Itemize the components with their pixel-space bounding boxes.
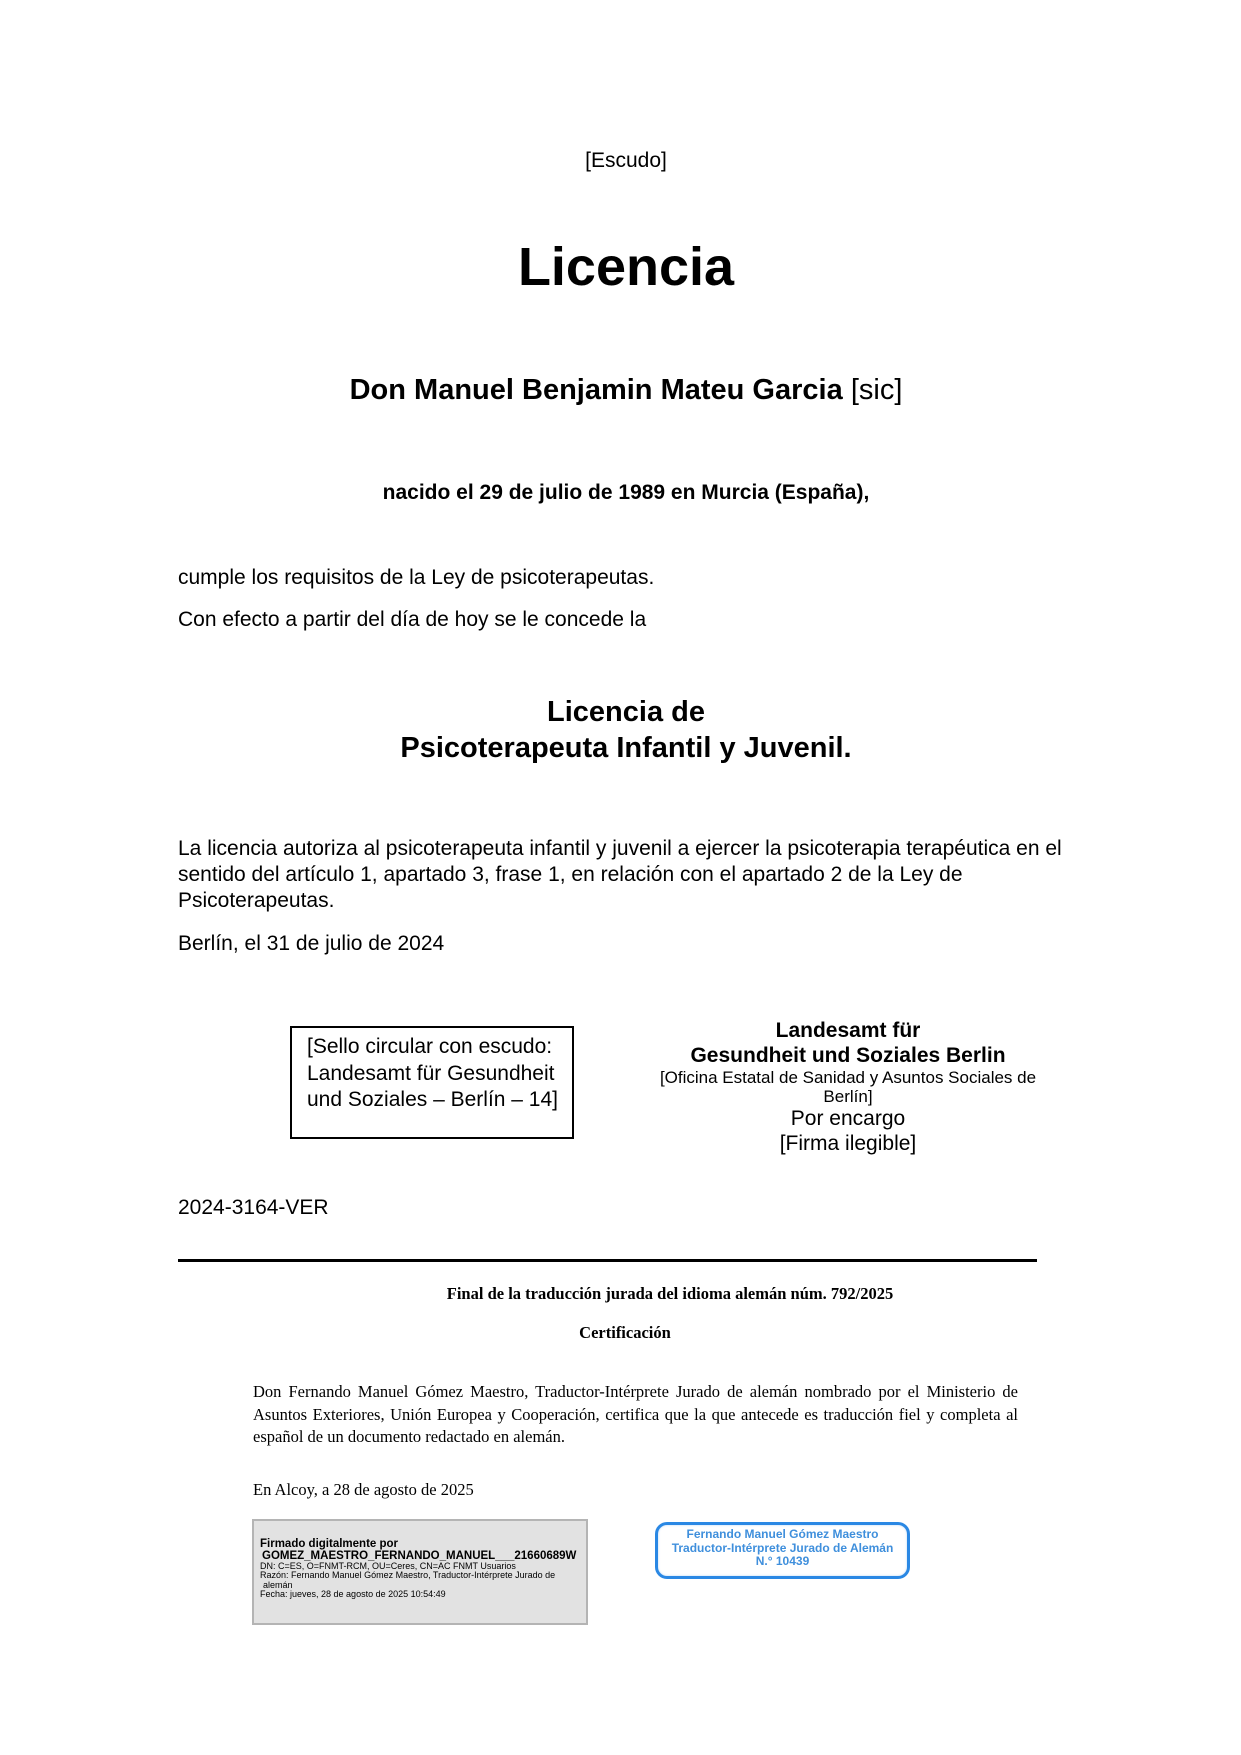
authority-name-line: Gesundheit und Soziales Berlin <box>690 1044 1006 1067</box>
sworn-translator-stamp <box>655 1522 910 1579</box>
signature-note: [Firma ilegible] <box>779 1132 917 1155</box>
paragraph-line: La licencia autoriza al psicoterapeuta infantil y juvenil a ejercer la psicoterapia terapéutica en el <box>178 837 1062 860</box>
statement-line: Don Fernando Manuel Gómez Maestro, Traductor-Intérprete Jurado de alemán nombrado por el Ministerio de <box>253 1382 1018 1401</box>
signature-dn: DN: C=ES, O=FNMT-RCM, OU=Ceres, CN=AC FNMT Usuarios <box>260 1561 516 1571</box>
signature-reason: Razón: Fernando Manuel Gómez Maestro, Traductor-Intérprete Jurado de <box>260 1570 556 1581</box>
holder-name: Don Manuel Benjamin Mateu Garcia <box>349 374 843 406</box>
requirements-statement: cumple los requisitos de la Ley de psicoterapeutas. <box>178 566 655 589</box>
reference-number: 2024-3164-VER <box>178 1196 329 1219</box>
by-order-label: Por encargo <box>790 1107 906 1130</box>
statement-line: Asuntos Exteriores, Unión Europea y Cooperación, certifica que la que antecede es traducción fiel y completa al <box>253 1404 1018 1424</box>
seal-box-line: Landesamt für Gesundheit <box>307 1061 555 1085</box>
coat-of-arms-note: [Escudo] <box>585 149 667 172</box>
seal-box-line: und Soziales – Berlín – 14] <box>307 1088 558 1111</box>
holder-name-line <box>178 373 1074 407</box>
certification-statement <box>253 1381 1018 1449</box>
grant-statement: Con efecto a partir del día de hoy se le concede la <box>178 608 647 631</box>
stamp-line: Traductor-Intérprete Jurado de Alemán <box>671 1540 894 1555</box>
seal-box-line: [Sello circular con escudo: <box>307 1035 553 1058</box>
stamp-line: Fernando Manuel Gómez Maestro <box>686 1527 879 1541</box>
certification-heading: Certificación <box>579 1323 671 1342</box>
issuing-authority-block <box>648 1018 1048 1156</box>
sic-note: [sic] <box>850 374 903 406</box>
license-type-line: Licencia de <box>547 696 705 728</box>
authority-name-line: Landesamt für <box>775 1019 921 1042</box>
paragraph-line: sentido del artículo 1, apartado 3, frase 1, en relación con el apartado 2 de la Ley de <box>178 863 963 886</box>
digital-signature-box <box>252 1519 588 1625</box>
authority-translation-line: Berlín] <box>823 1087 873 1106</box>
license-scope-paragraph <box>178 836 1062 914</box>
paragraph-line: Psicoterapeutas. <box>178 889 335 912</box>
translation-end-note: Final de la traducción jurada del idioma alemán núm. 792/2025 <box>446 1284 894 1303</box>
signature-signer: GOMEZ_MAESTRO_FERNANDO_MANUEL___21660689W <box>262 1549 577 1562</box>
document-title: Licencia <box>517 237 735 297</box>
signature-reason: alemán <box>263 1579 293 1590</box>
stamp-line: N.° 10439 <box>755 1554 810 1568</box>
seal-description-box <box>290 1026 574 1139</box>
statement-line: español de un documento redactado en alemán. <box>253 1427 566 1446</box>
license-type-heading <box>178 694 1074 766</box>
authority-translation-line: [Oficina Estatal de Sanidad y Asuntos Sociales de <box>659 1068 1037 1087</box>
certification-place-date: En Alcoy, a 28 de agosto de 2025 <box>253 1480 474 1499</box>
signature-date: Fecha: jueves, 28 de agosto de 2025 10:54:49 <box>260 1589 446 1600</box>
birth-details: nacido el 29 de julio de 1989 en Murcia (España), <box>382 481 870 504</box>
license-type-line: Psicoterapeuta Infantil y Juvenil. <box>400 732 852 764</box>
separator-rule <box>178 1259 1037 1262</box>
issue-place-date: Berlín, el 31 de julio de 2024 <box>178 932 445 955</box>
signature-label: Firmado digitalmente por <box>260 1538 399 1550</box>
